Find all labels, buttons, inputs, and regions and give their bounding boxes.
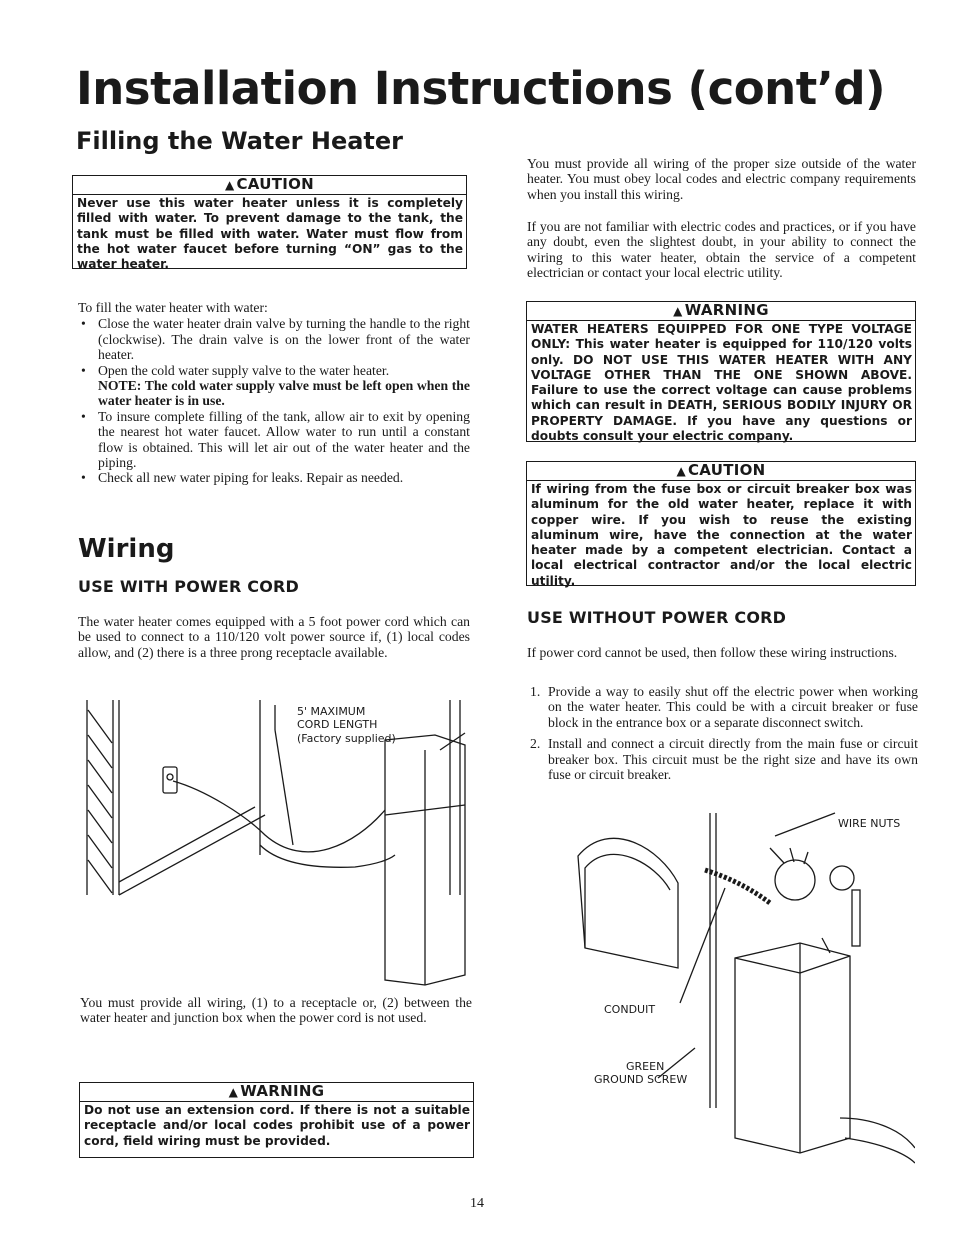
subheading-with-power-cord: USE WITH POWER CORD xyxy=(78,577,300,596)
wiring-note-paragraph: You must provide all wiring, (1) to a receptacle or, (2) between the water heater and junction box when the power cord is not used. xyxy=(80,995,472,1026)
list-item-text: To insure complete filling of the tank, allow air to exit by opening the nearest hot water faucet. Allow water to run until a constant flow is obtained. This will let air out of the water heater and the piping. xyxy=(98,408,470,471)
power-cord-paragraph: The water heater comes equipped with a 5 foot power cord which can be used to connect to a 110/120 volt power source if, (1) local codes allow, and (2) there is a three prong receptacle available. xyxy=(78,614,470,660)
warning-text: WATER HEATERS EQUIPPED FOR ONE TYPE VOLTAGE ONLY: This water heater is equipped for 110/120 volts only. DO NOT USE THIS WATER HEATER WITH ANY VOLTAGE OTHER THAN THE ONE SHOWN ABOVE. Failure to use the correct voltage can cause problems which can result in DEATH, SERIOUS BODILY INJURY OR PROPERTY DAMAGE. If you have any questions or doubts consult your electric company. xyxy=(531,322,912,444)
section-heading-filling: Filling the Water Heater xyxy=(76,127,404,155)
filling-note: NOTE: The cold water supply valve must be left open when the water heater is in use. xyxy=(98,378,470,409)
electrician-paragraph: If you are not familiar with electric codes and practices, or if you have any doubt, even the slightest doubt, in your ability to connect the wiring to this water heater, obtain the service of a competent electrician or contact your local electric utility. xyxy=(527,219,916,281)
baseboard-line xyxy=(119,807,255,882)
caution-header xyxy=(73,176,466,195)
filling-intro: To fill the water heater with water: xyxy=(78,300,268,315)
warning-triangle-icon: ▲ xyxy=(224,178,235,192)
list-item-text: Close the water heater drain valve by turning the handle to the right (clockwise). The drain valve is on the lower front of the water heater. xyxy=(98,316,470,363)
figure-label-conduit: CONDUIT xyxy=(604,1003,656,1016)
warning-box-voltage xyxy=(526,301,916,442)
warning-text: Do not use an extension cord. If there is not a suitable receptacle and/or local codes prohibit use of a power cord, field wiring must be provided. xyxy=(84,1103,470,1148)
step-number: 1. xyxy=(530,684,541,699)
floor-line xyxy=(119,815,265,895)
junction-box-illustration xyxy=(570,808,915,1168)
figure-label-cord-length: CORD LENGTH xyxy=(297,718,378,731)
list-item xyxy=(78,470,470,485)
label-leader xyxy=(775,813,835,836)
warning-box-extension-cord xyxy=(79,1082,474,1158)
label-leader xyxy=(275,730,293,845)
warning-label: WARNING xyxy=(684,301,769,319)
without-cord-paragraph: If power cord cannot be used, then follow these wiring instructions. xyxy=(527,645,898,660)
step-text: Install and connect a circuit directly from the main fuse or circuit breaker box. This circuit must be the right size and have its own fuse or circuit breaker. xyxy=(548,736,918,783)
caution-label: CAUTION xyxy=(687,461,766,479)
section-heading-wiring: Wiring xyxy=(78,534,175,564)
warning-triangle-icon: ▲ xyxy=(673,304,683,318)
wire-bundle-drawing xyxy=(705,848,854,903)
floor-curve xyxy=(840,1118,915,1148)
label-leader xyxy=(680,888,725,1003)
caution-text: If wiring from the fuse box or circuit breaker box was aluminum for the old water heater, replace it with copper wire. If you wish to reuse the existing aluminum wire, have the connection at the water heater made by a competent electrician. Contact a local electrical contractor and/or the local electric utility. xyxy=(531,482,912,588)
receptacle-icon xyxy=(163,767,177,793)
junction-cover-drawing xyxy=(578,838,678,968)
caution-box-filling xyxy=(72,175,467,272)
warning-header xyxy=(527,302,915,321)
caution-label: CAUTION xyxy=(236,175,315,193)
wiring-intro-paragraph: You must provide all wiring of the proper size outside of the water heater. You must obey local codes and electric company requirements when you install this wiring. xyxy=(527,156,916,202)
figure-label-ground-screw: GROUND SCREW xyxy=(594,1073,688,1086)
warning-label: WARNING xyxy=(240,1082,325,1100)
figure-label-max: 5' MAXIMUM xyxy=(297,705,366,718)
power-cord-line xyxy=(173,781,385,852)
list-item xyxy=(78,363,470,409)
figure-label-green: GREEN xyxy=(626,1060,665,1073)
warning-triangle-icon: ▲ xyxy=(228,1085,239,1099)
caution-header xyxy=(527,462,915,481)
floor-curve xyxy=(845,1138,915,1163)
caution-text: Never use this water heater unless it is completely filled with water. To prevent damage to the tank, the tank must be filled with water. Water must flow from the hot water faucet before turning “ON” gas to the water heater. xyxy=(77,196,463,272)
wall-hatch xyxy=(87,700,119,895)
water-heater-top-drawing xyxy=(735,890,860,1153)
list-item xyxy=(78,316,470,362)
power-cord-illustration xyxy=(85,695,480,990)
figure-label-wire-nuts: WIRE NUTS xyxy=(838,817,901,830)
filling-step-list xyxy=(78,316,470,485)
list-item-text: Check all new water piping for leaks. Repair as needed. xyxy=(98,470,404,486)
step-text: Provide a way to easily shut off the electric power when working on the water heater. This could be with a circuit breaker or fuse block in the entrance box or a separate disconnect switch. xyxy=(548,684,918,730)
step-number: 2. xyxy=(530,736,541,752)
list-item xyxy=(527,684,918,730)
list-item xyxy=(527,736,918,782)
page-title: Installation Instructions (cont’d) xyxy=(76,62,886,115)
caution-box-aluminum xyxy=(526,461,916,586)
subheading-without-power-cord: USE WITHOUT POWER CORD xyxy=(527,608,787,627)
warning-header xyxy=(80,1083,473,1102)
list-item-text: Open the cold water supply valve to the water heater. xyxy=(98,362,390,378)
without-cord-steps xyxy=(527,684,918,788)
figure-label-factory: (Factory supplied) xyxy=(297,732,396,745)
warning-triangle-icon: ▲ xyxy=(676,464,686,478)
page-number: 14 xyxy=(470,1196,484,1211)
filling-steps xyxy=(78,300,470,486)
list-item xyxy=(78,409,470,471)
